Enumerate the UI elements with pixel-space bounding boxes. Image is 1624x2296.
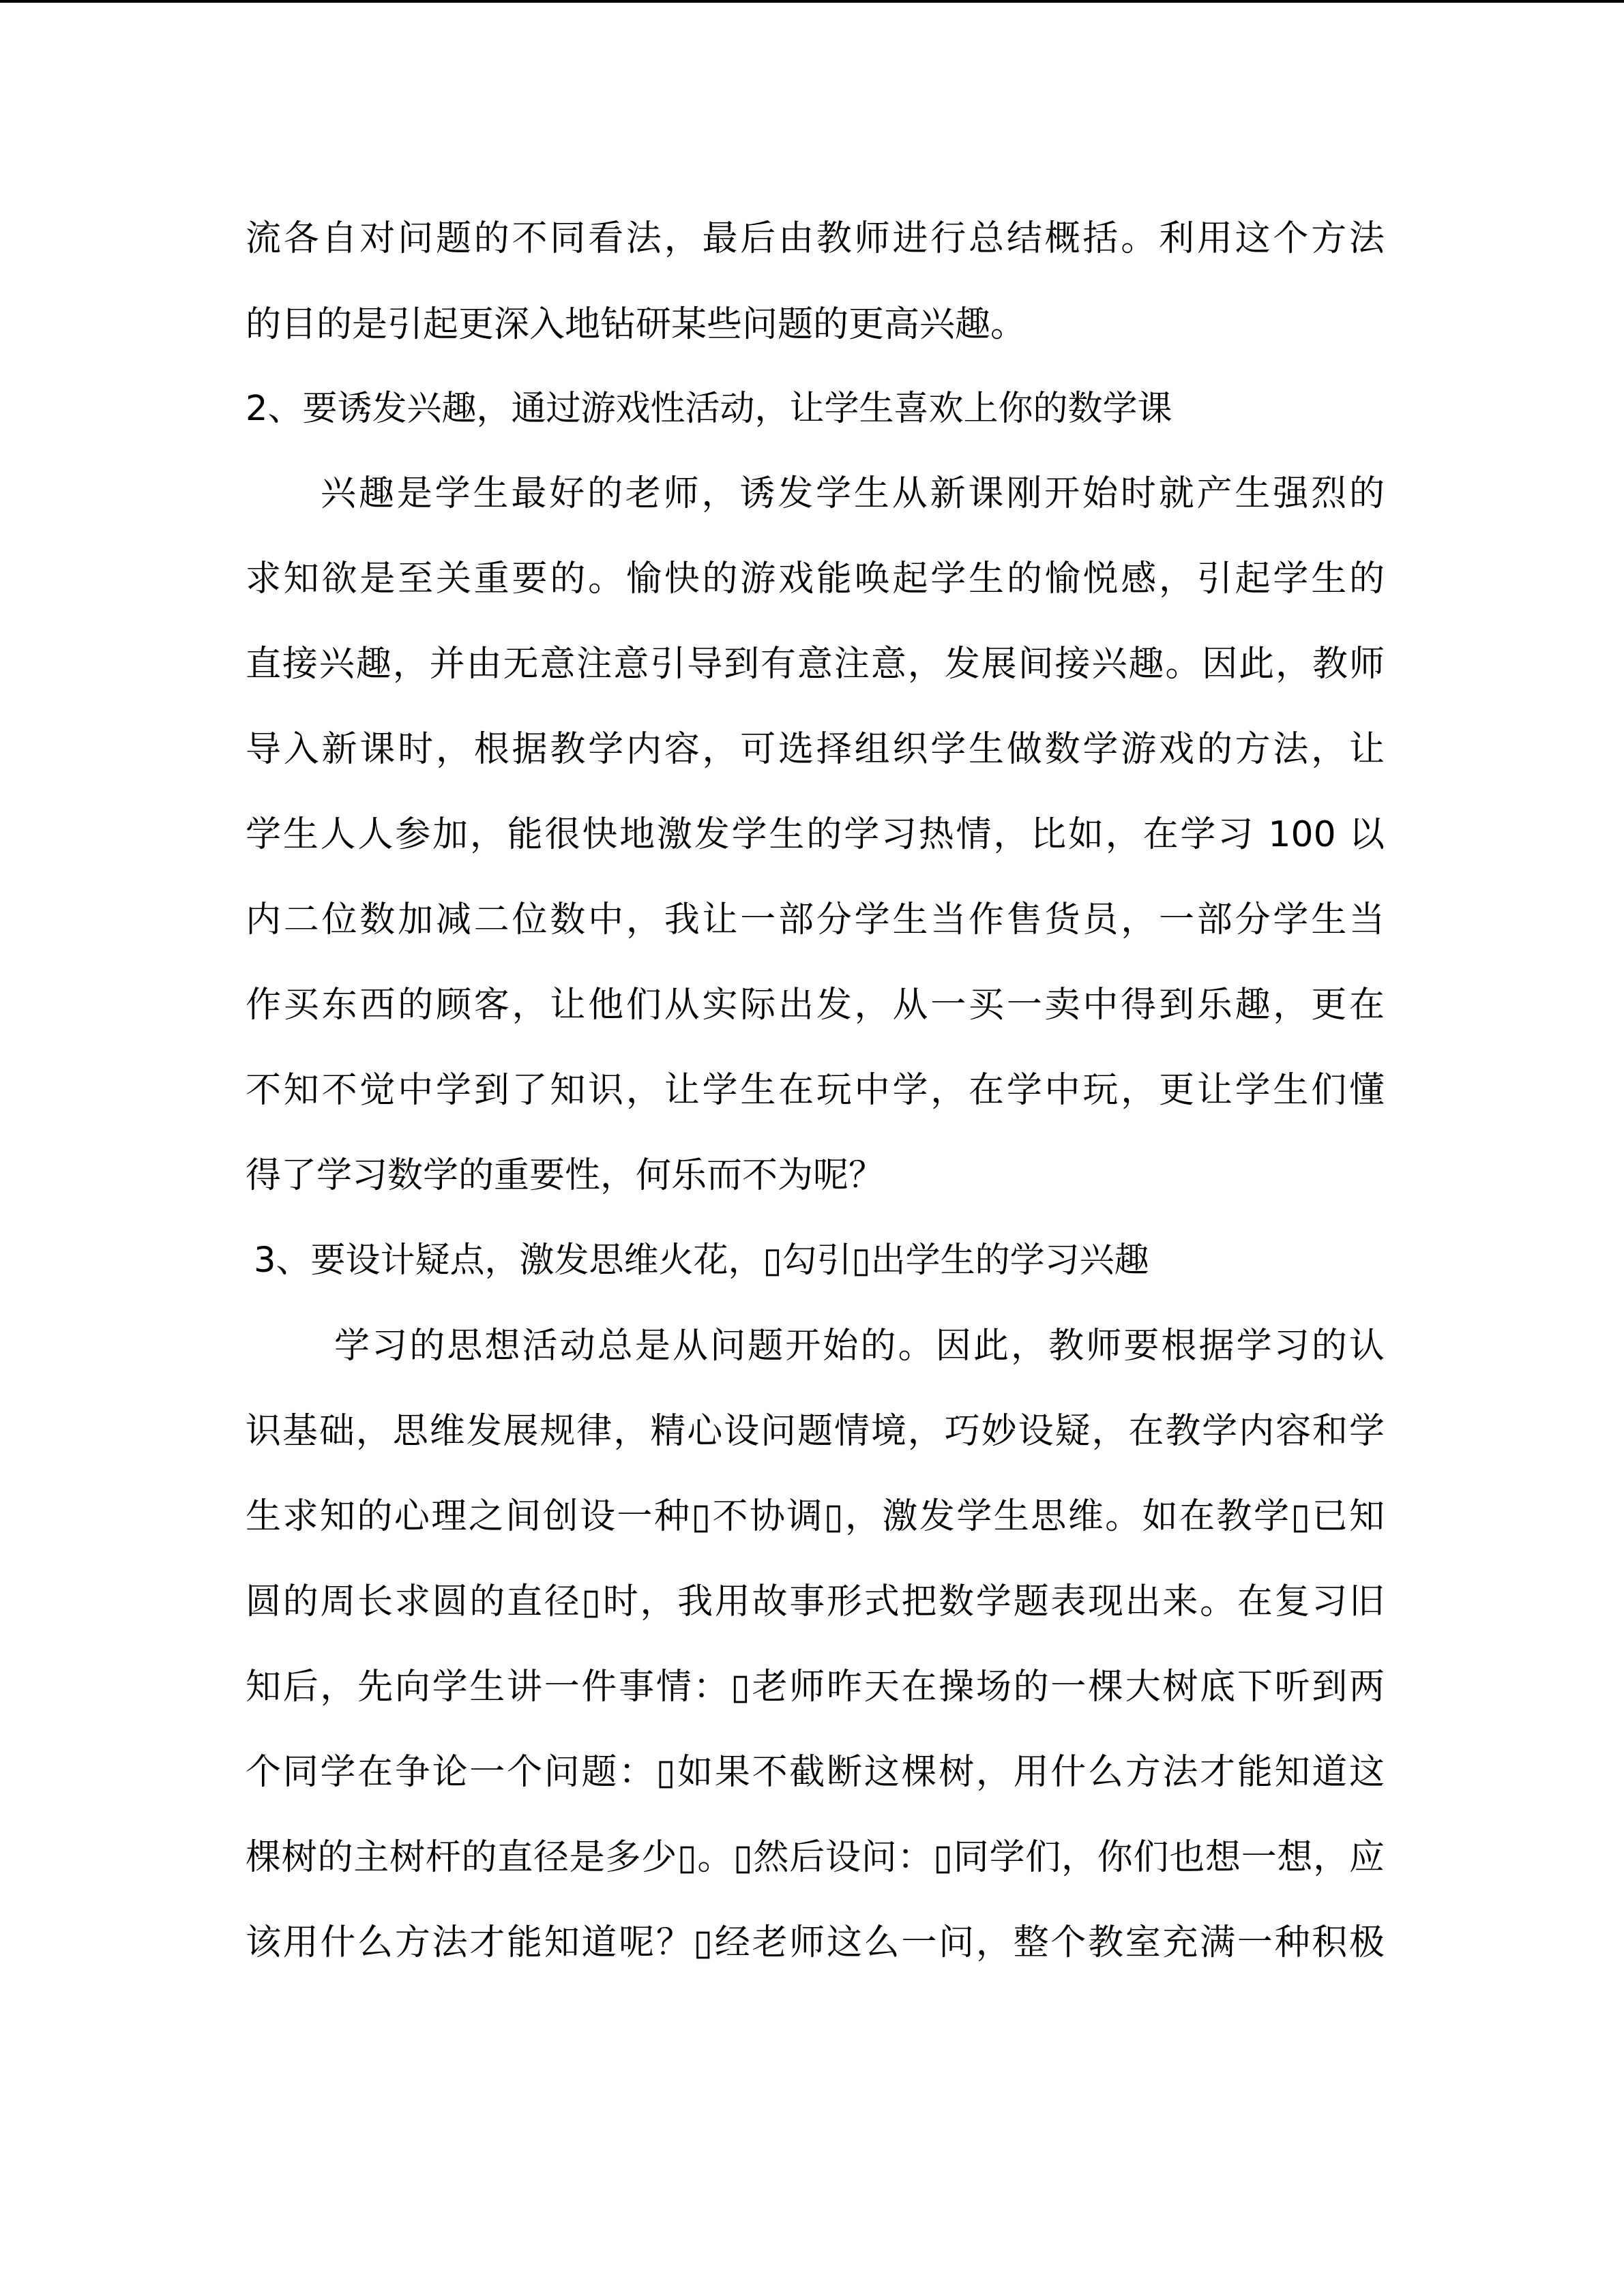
paragraph-line: 导入新课时，根据教学内容，可选择组织学生做数学游戏的方法，让 [246, 729, 1385, 770]
paragraph-line: 圆的周长求圆的直径▯时，我用故事形式把数学题表现出来。在复习旧 [246, 1581, 1385, 1622]
paragraph-line: 生求知的心理之间创设一种▯不协调▯，激发学生思维。如在教学▯已知 [246, 1496, 1385, 1537]
paragraph-line: 得了学习数学的重要性，何乐而不为呢？ [246, 1155, 885, 1196]
paragraph-line: 识基础，思维发展规律，精心设问题情境，巧妙设疑，在教学内容和学 [246, 1411, 1385, 1452]
paragraph-line: 作买东西的顾客，让他们从实际出发，从一买一卖中得到乐趣，更在 [246, 985, 1385, 1026]
paragraph-line: 学生人人参加，能很快地激发学生的学习热情，比如，在学习 100 以 [246, 814, 1385, 855]
paragraph-line: 兴趣是学生最好的老师，诱发学生从新课刚开始时就产生强烈的 [321, 473, 1385, 514]
paragraph-line: 个同学在争论一个问题：▯如果不截断这棵树，用什么方法才能知道这 [246, 1752, 1385, 1793]
paragraph-line: 内二位数加减二位数中，我让一部分学生当作售货员，一部分学生当 [246, 899, 1385, 940]
paragraph-line: 学习的思想活动总是从问题开始的。因此，教师要根据学习的认 [334, 1326, 1385, 1367]
paragraph-line: 求知欲是至关重要的。愉快的游戏能唤起学生的愉悦感，引起学生的 [246, 558, 1385, 599]
paragraph-line: 知后，先向学生讲一件事情：▯老师昨天在操场的一棵大树底下听到两 [246, 1667, 1385, 1708]
paragraph-line: 不知不觉中学到了知识，让学生在玩中学，在学中玩，更让学生们懂 [246, 1070, 1385, 1111]
paragraph-line: 直接兴趣，并由无意注意引导到有意注意，发展间接兴趣。因此，教师 [246, 644, 1385, 685]
paragraph-line: 流各自对问题的不同看法，最后由教师进行总结概括。利用这个方法 [246, 218, 1385, 259]
paragraph-line: 棵树的主树杆的直径是多少▯。▯然后设问：▯同学们，你们也想一想，应 [246, 1837, 1385, 1878]
section-heading-3: 3、要设计疑点，激发思维火花，▯勾引▯出学生的学习兴趣 [254, 1240, 1149, 1281]
paragraph-line: 的目的是引起更深入地钻研某些问题的更高兴趣。 [246, 304, 1027, 345]
paragraph-line: 该用什么方法才能知道呢？▯经老师这么一问，整个教室充满一种积极 [246, 1922, 1385, 1963]
section-heading-2: 2、要诱发兴趣，通过游戏性活动，让学生喜欢上你的数学课 [246, 389, 1172, 429]
